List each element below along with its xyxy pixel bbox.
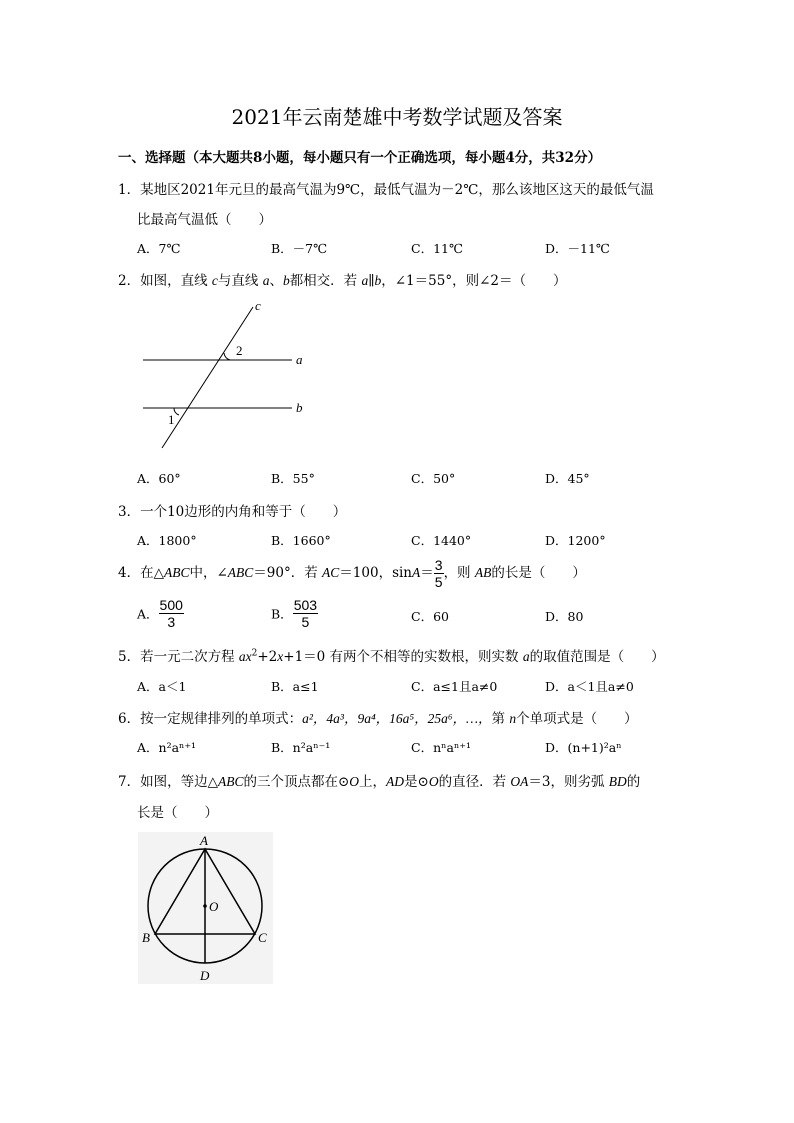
- label-2: 2: [236, 343, 243, 358]
- label-a: a: [296, 352, 303, 367]
- question-6-option-c: C．nⁿaⁿ⁺¹: [411, 740, 471, 755]
- question-5-text: 5．若一元二次方程 $ax^2+2x+1=0$ 有两个不相等的实数根，则实数 a的取值范围是（ ）: [118, 648, 665, 665]
- question-3-option-a: A．1800°: [137, 533, 197, 548]
- question-3-option-b: B．1660°: [271, 533, 331, 548]
- question-6-option-b: B．n²aⁿ⁻¹: [271, 740, 331, 755]
- question-5-option-b: B．a≤1: [271, 679, 319, 694]
- label-1: 1: [168, 412, 175, 427]
- question-2-option-b: B．55°: [271, 471, 315, 486]
- question-1-option-a: A．7℃: [137, 241, 181, 256]
- label-b: b: [296, 400, 303, 415]
- label-D: D: [200, 968, 210, 983]
- question-1-line-2: 比最高气温低（ ）: [137, 212, 272, 228]
- question-1-line-1: 1．某地区2021年元旦的最高气温为9℃，最低气温为－2℃，那么该地区这天的最低气温: [118, 182, 654, 198]
- label-A: A: [200, 833, 208, 848]
- question-2-option-d: D．45°: [545, 471, 590, 486]
- question-7-line-1: 7．如图，等边△ABC的三个顶点都在⊙O上，AD是⊙O的直径．若 OA＝3，则劣弧 BD的: [118, 774, 641, 790]
- question-4-option-d: D．80: [545, 609, 584, 624]
- question-5-option-a: A．a＜1: [137, 679, 187, 694]
- question-6-option-a: A．n²aⁿ⁺¹: [137, 740, 197, 755]
- page-title: 2021年云南楚雄中考数学试题及答案: [231, 105, 563, 129]
- question-4-option-a: A． $\frac{500}{3}$: [137, 597, 183, 630]
- label-c: c: [255, 298, 261, 313]
- question-5-option-d: D．a＜1且a≠0: [545, 679, 634, 694]
- line-c: [162, 307, 253, 448]
- question-1-option-b: B．－7℃: [271, 241, 328, 256]
- question-4-option-c: C．60: [411, 609, 449, 624]
- label-B: B: [142, 930, 150, 945]
- question-2-option-a: A．60°: [137, 471, 181, 486]
- question-1-option-c: C．11℃: [411, 241, 463, 256]
- fraction-3-5: $\frac{3}{5}$: [434, 557, 443, 590]
- question-1-option-d: D．－11℃: [545, 241, 610, 256]
- question-2-option-c: C．50°: [411, 471, 456, 486]
- angle-1-arc: [174, 408, 179, 415]
- question-2-text: 2．如图，直线 c与直线 a、b都相交．若 a∥b，∠1＝55°，则∠2＝（ ）: [118, 273, 567, 289]
- question-7-line-2: 长是（ ）: [137, 805, 218, 821]
- question-3-option-c: C．1440°: [411, 533, 472, 548]
- question-6-option-d: D．(n+1)²aⁿ: [545, 740, 622, 755]
- question-3-text: 3．一个10边形的内角和等于（ ）: [118, 504, 347, 520]
- angle-2-arc: [224, 353, 230, 360]
- center-point: [203, 904, 207, 908]
- section-heading: 一、选择题（本大题共8小题，每小题只有一个正确选项，每小题4分，共32分）: [118, 150, 602, 166]
- question-2-figure: [130, 298, 320, 458]
- question-6-text: 6．按一定规律排列的单项式：a²，4a³，9a⁴，16a⁵，25a⁶，…，第 n个单项式是（ ）: [118, 711, 638, 727]
- question-7-figure: [138, 832, 273, 984]
- question-3-option-d: D．1200°: [545, 533, 606, 548]
- label-C: C: [258, 930, 267, 945]
- question-4-option-b: B． $\frac{503}{5}$: [271, 597, 318, 630]
- question-4-text: 4．在△ABC中，∠ABC＝90°．若 AC＝100，sinA＝ $\frac{3}{5}$ ，则 AB的长是（ ）: [118, 557, 586, 590]
- label-O: O: [209, 899, 219, 914]
- question-5-option-c: C．a≤1且a≠0: [411, 679, 498, 694]
